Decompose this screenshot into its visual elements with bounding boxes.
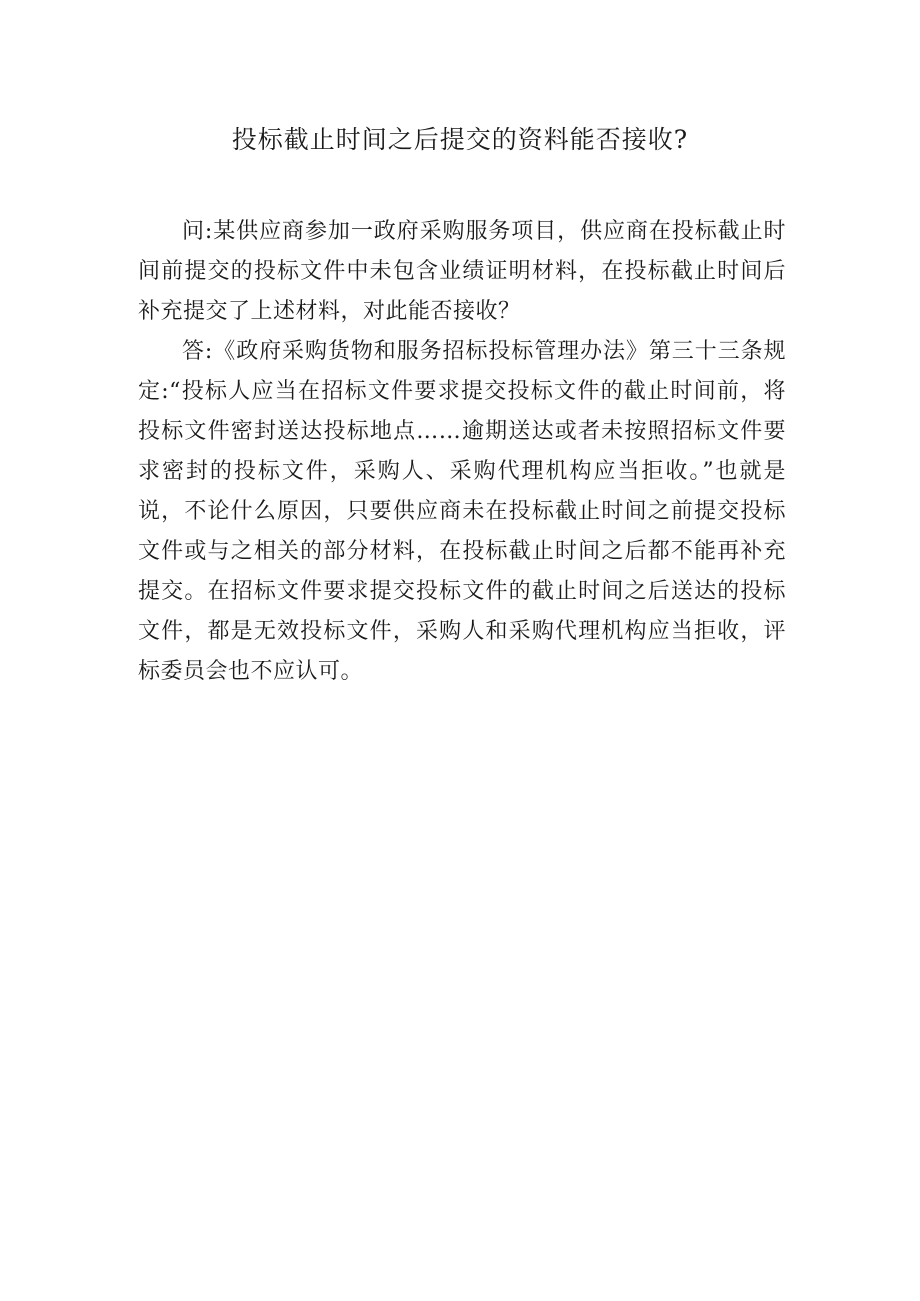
document-title: 投标截止时间之后提交的资料能否接收?: [231, 125, 689, 154]
question-paragraph: 问:某供应商参加一政府采购服务项目，供应商在投标截止时间前提交的投标文件中未包含业绩证明材料，在投标截止时间后补充提交了上述材料，对此能否接收？: [138, 219, 786, 324]
answer-paragraph: 答:《政府采购货物和服务招标投标管理办法》第三十三条规定:“投标人应当在招标文件要求提交投标文件的截止时间前，将投标文件密封送达投标地点……逾期送达或者未按照招标文件要求密封的投标文件，采购人、采购代理机构应当拒收。”也就是说，不论什么原因，只要供应商未在投标截止时间之前提交投标文件或与之相关的部分材料，在投标截止时间之后都不能再补充提交。在招标文件要求提交投标文件的截止时间之后送达的投标文件，都是无效投标文件，采购人和采购代理机构应当拒收，评标委员会也不应认可。: [138, 339, 786, 684]
document-body: [138, 212, 786, 692]
